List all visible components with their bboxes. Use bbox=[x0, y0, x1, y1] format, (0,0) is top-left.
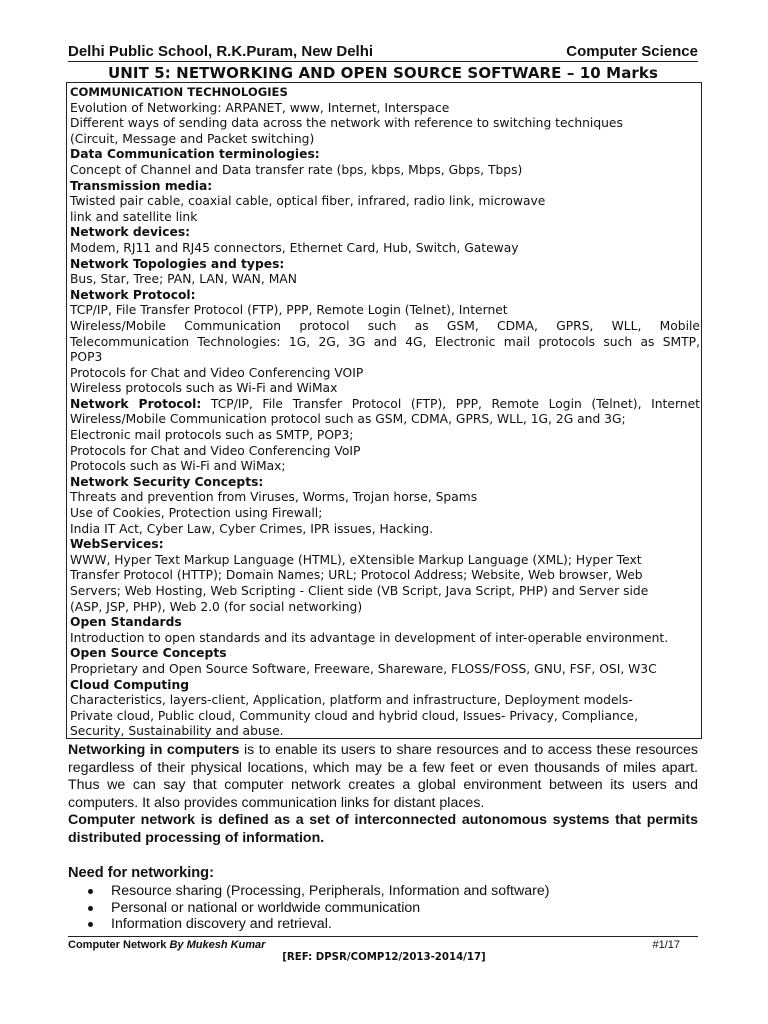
list-item-text: Resource sharing (Processing, Peripherals, Information and software) bbox=[111, 883, 550, 900]
syllabus-line: WWW, Hyper Text Markup Language (HTML), eXtensible Markup Language (XML); Hyper Text bbox=[70, 552, 642, 567]
section-heading: Network Protocol: bbox=[70, 396, 202, 411]
list-item bbox=[68, 883, 698, 900]
syllabus-line: Telecommunication Technologies: 1G, 2G, 3G and 4G, Electronic mail protocols such as SMTP, bbox=[70, 334, 700, 349]
footer-title-text: Computer Network bbox=[68, 939, 167, 951]
need-heading: Need for networking: bbox=[68, 864, 214, 881]
intro-text: is to enable its users to share resources and to access these resources regardless of their physical locations, which may be a few feet or even thousands of miles apart. Thus we can say that computer network creates a global environment between its users and computers. It also provides communication links for distant places. bbox=[68, 742, 699, 811]
footer-divider bbox=[68, 936, 698, 937]
footer-title bbox=[68, 939, 265, 951]
section-heading: Network Protocol: bbox=[70, 287, 196, 302]
unit-title: UNIT 5: NETWORKING AND OPEN SOURCE SOFTWARE – 10 Marks bbox=[107, 64, 659, 82]
syllabus-line: Twisted pair cable, coaxial cable, optical fiber, infrared, radio link, microwave bbox=[70, 194, 546, 209]
bullet-icon bbox=[88, 922, 93, 927]
syllabus-line: Private cloud, Public cloud, Community cloud and hybrid cloud, Issues- Privacy, Compliance, bbox=[70, 708, 639, 723]
header-divider bbox=[68, 61, 698, 62]
syllabus-line: Bus, Star, Tree; PAN, LAN, WAN, MAN bbox=[70, 272, 297, 287]
footer-author: By Mukesh Kumar bbox=[169, 939, 266, 951]
page-number: #1/17 bbox=[652, 939, 680, 951]
syllabus-line: Introduction to open standards and its advantage in development of inter-operable environment. bbox=[70, 630, 669, 645]
syllabus-line: Electronic mail protocols such as SMTP, POP3; bbox=[70, 428, 354, 443]
network-definition: Computer network is defined as a set of interconnected autonomous systems that permits distributed processing of information. bbox=[68, 812, 698, 846]
subject-name: Computer Science bbox=[566, 43, 698, 60]
list-item bbox=[68, 916, 698, 933]
list-item-text: Information discovery and retrieval. bbox=[111, 916, 332, 933]
syllabus-line: Different ways of sending data across the network with reference to switching techniques bbox=[70, 116, 623, 131]
syllabus-line: Characteristics, layers-client, Application, platform and infrastructure, Deployment models- bbox=[70, 693, 633, 708]
intro-lead: Networking in computers bbox=[68, 742, 240, 758]
list-item bbox=[68, 900, 698, 917]
list-item-text: Personal or national or worldwide communication bbox=[111, 899, 421, 916]
syllabus-line: POP3 bbox=[70, 350, 103, 365]
syllabus-line: Proprietary and Open Source Software, Freeware, Shareware, FLOSS/FOSS, GNU, FSF, OSI, W3C bbox=[70, 661, 657, 676]
page-footer bbox=[68, 939, 698, 953]
syllabus-line: Servers; Web Hosting, Web Scripting - Client side (VB Script, Java Script, PHP) and Server side bbox=[70, 584, 649, 598]
section-heading: Data Communication terminologies: bbox=[70, 147, 320, 162]
reference-code: [REF: DPSR/COMP12/2013-2014/17] bbox=[282, 952, 486, 963]
syllabus-box bbox=[66, 82, 702, 739]
syllabus-line: link and satellite link bbox=[70, 209, 198, 224]
section-heading: Cloud Computing bbox=[70, 677, 190, 692]
bullet-icon bbox=[88, 889, 93, 894]
syllabus-line: Evolution of Networking: ARPANET, www, Internet, Interspace bbox=[70, 100, 450, 115]
section-heading: Network Security Concepts: bbox=[70, 474, 264, 489]
syllabus-line: Wireless/Mobile Communication protocol such as GSM, CDMA, GPRS, WLL, 1G, 2G and 3G; bbox=[70, 412, 626, 427]
syllabus-content bbox=[70, 85, 700, 740]
syllabus-line-with-heading bbox=[70, 397, 700, 413]
syllabus-line: (Circuit, Message and Packet switching) bbox=[70, 131, 315, 146]
syllabus-line: Concept of Channel and Data transfer rate (bps, kbps, Mbps, Gbps, Tbps) bbox=[70, 162, 523, 177]
syllabus-line: Use of Cookies, Protection using Firewall; bbox=[70, 506, 323, 521]
need-list bbox=[68, 883, 698, 933]
section-heading: Transmission media: bbox=[70, 178, 213, 193]
syllabus-line: Protocols for Chat and Video Conferencing VoIP bbox=[70, 443, 361, 458]
syllabus-line: Security, Sustainability and abuse. bbox=[70, 724, 284, 739]
syllabus-line: Wireless/Mobile Communication protocol such as GSM, CDMA, GPRS, WLL, Mobile bbox=[70, 318, 700, 333]
school-name: Delhi Public School, R.K.Puram, New Delhi bbox=[68, 43, 374, 60]
section-heading: Network Topologies and types: bbox=[70, 256, 285, 271]
section-heading: Open Standards bbox=[70, 615, 182, 630]
section-heading: WebServices: bbox=[70, 537, 164, 552]
intro-paragraph bbox=[68, 742, 698, 812]
syllabus-line: Protocols for Chat and Video Conferencing VOIP bbox=[70, 365, 364, 380]
syllabus-line: Protocols such as Wi-Fi and WiMax; bbox=[70, 459, 286, 474]
section-heading: Open Source Concepts bbox=[70, 646, 227, 661]
syllabus-line: Threats and prevention from Viruses, Worms, Trojan horse, Spams bbox=[70, 490, 478, 505]
syllabus-line: Wireless protocols such as Wi-Fi and WiMax bbox=[70, 381, 338, 396]
syllabus-line: Modem, RJ11 and RJ45 connectors, Ethernet Card, Hub, Switch, Gateway bbox=[70, 240, 519, 255]
section-heading: COMMUNICATION TECHNOLOGIES bbox=[70, 85, 288, 99]
page-header bbox=[68, 43, 698, 61]
body-text bbox=[68, 742, 698, 933]
section-heading: Network devices: bbox=[70, 225, 191, 240]
syllabus-text: TCP/IP, File Transfer Protocol (FTP), PPP, Remote Login (Telnet), Internet bbox=[210, 396, 700, 411]
bullet-icon bbox=[88, 906, 93, 911]
syllabus-line: India IT Act, Cyber Law, Cyber Crimes, IPR issues, Hacking. bbox=[70, 521, 434, 536]
syllabus-line: TCP/IP, File Transfer Protocol (FTP), PPP, Remote Login (Telnet), Internet bbox=[70, 303, 508, 318]
syllabus-line: (ASP, JSP, PHP), Web 2.0 (for social networking) bbox=[70, 599, 363, 614]
syllabus-line: Transfer Protocol (HTTP); Domain Names; URL; Protocol Address; Website, Web browser, Web bbox=[70, 568, 643, 583]
